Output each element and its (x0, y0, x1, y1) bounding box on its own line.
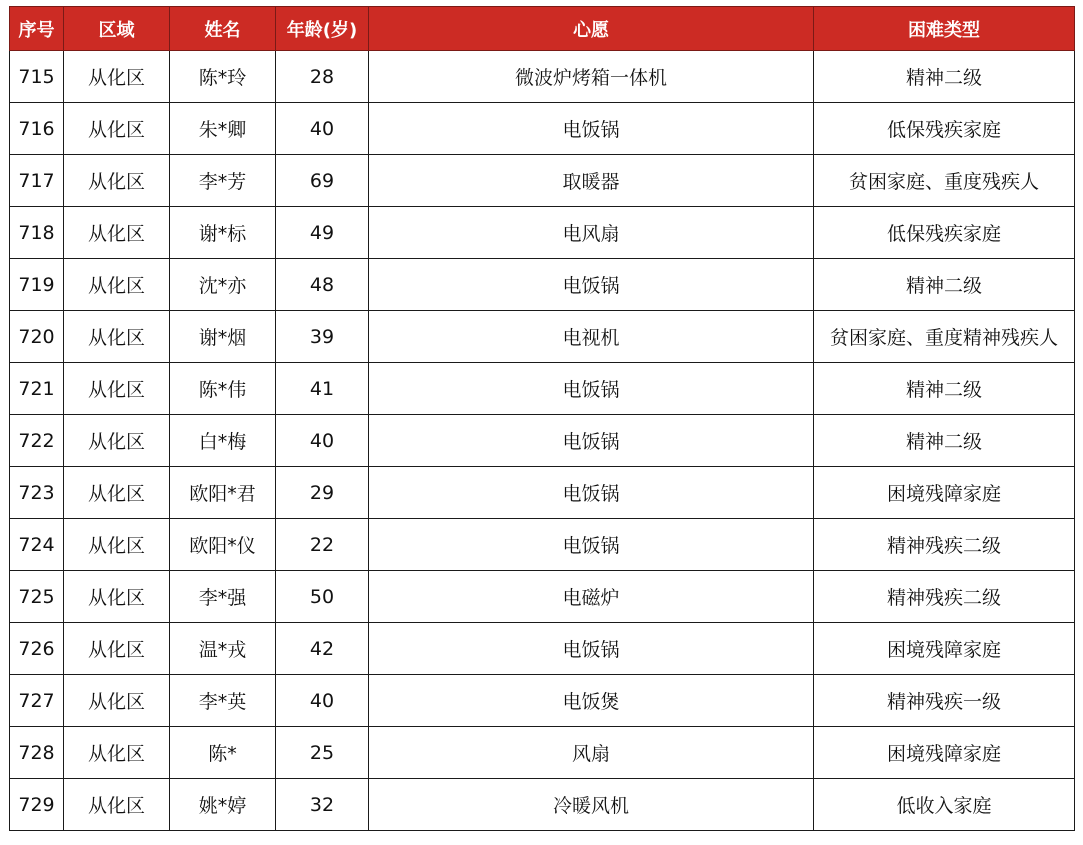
cell-seq: 729 (10, 779, 64, 831)
cell-name: 欧阳*君 (170, 467, 276, 519)
table-row (10, 727, 1075, 779)
cell-age: 49 (276, 207, 369, 259)
table-row (10, 415, 1075, 467)
cell-seq: 728 (10, 727, 64, 779)
cell-seq: 727 (10, 675, 64, 727)
cell-wish: 电饭锅 (369, 103, 814, 155)
table-row (10, 519, 1075, 571)
cell-age: 28 (276, 51, 369, 103)
cell-age: 40 (276, 415, 369, 467)
cell-region: 从化区 (64, 207, 170, 259)
cell-region: 从化区 (64, 415, 170, 467)
cell-age: 32 (276, 779, 369, 831)
wish-list-table (9, 6, 1075, 831)
cell-wish: 取暖器 (369, 155, 814, 207)
header-seq: 序号 (10, 7, 64, 51)
cell-difficulty-type: 精神残疾二级 (814, 571, 1075, 623)
table-row (10, 259, 1075, 311)
cell-seq: 720 (10, 311, 64, 363)
cell-region: 从化区 (64, 571, 170, 623)
cell-region: 从化区 (64, 727, 170, 779)
cell-seq: 725 (10, 571, 64, 623)
cell-name: 朱*卿 (170, 103, 276, 155)
cell-age: 41 (276, 363, 369, 415)
header-region: 区域 (64, 7, 170, 51)
cell-seq: 721 (10, 363, 64, 415)
table-row (10, 311, 1075, 363)
cell-name: 李*芳 (170, 155, 276, 207)
cell-difficulty-type: 精神二级 (814, 415, 1075, 467)
cell-region: 从化区 (64, 467, 170, 519)
cell-difficulty-type: 贫困家庭、重度残疾人 (814, 155, 1075, 207)
cell-difficulty-type: 贫困家庭、重度精神残疾人 (814, 311, 1075, 363)
table-row (10, 675, 1075, 727)
cell-seq: 718 (10, 207, 64, 259)
header-name: 姓名 (170, 7, 276, 51)
cell-name: 欧阳*仪 (170, 519, 276, 571)
cell-seq: 722 (10, 415, 64, 467)
cell-region: 从化区 (64, 779, 170, 831)
cell-difficulty-type: 低保残疾家庭 (814, 207, 1075, 259)
cell-difficulty-type: 精神二级 (814, 363, 1075, 415)
cell-region: 从化区 (64, 311, 170, 363)
cell-wish: 电饭煲 (369, 675, 814, 727)
cell-name: 姚*婷 (170, 779, 276, 831)
cell-name: 陈*伟 (170, 363, 276, 415)
cell-seq: 724 (10, 519, 64, 571)
cell-age: 29 (276, 467, 369, 519)
cell-difficulty-type: 精神二级 (814, 259, 1075, 311)
cell-age: 42 (276, 623, 369, 675)
cell-age: 50 (276, 571, 369, 623)
table-row (10, 779, 1075, 831)
cell-name: 陈*玲 (170, 51, 276, 103)
table-row (10, 363, 1075, 415)
table-row (10, 103, 1075, 155)
table-row (10, 51, 1075, 103)
cell-wish: 电视机 (369, 311, 814, 363)
cell-wish: 电风扇 (369, 207, 814, 259)
cell-name: 李*英 (170, 675, 276, 727)
cell-age: 48 (276, 259, 369, 311)
cell-age: 40 (276, 103, 369, 155)
cell-seq: 719 (10, 259, 64, 311)
cell-region: 从化区 (64, 51, 170, 103)
cell-wish: 电饭锅 (369, 415, 814, 467)
cell-seq: 723 (10, 467, 64, 519)
table-row (10, 467, 1075, 519)
cell-wish: 电饭锅 (369, 623, 814, 675)
cell-age: 40 (276, 675, 369, 727)
cell-difficulty-type: 低保残疾家庭 (814, 103, 1075, 155)
cell-wish: 电磁炉 (369, 571, 814, 623)
cell-age: 22 (276, 519, 369, 571)
cell-name: 谢*烟 (170, 311, 276, 363)
cell-difficulty-type: 精神残疾一级 (814, 675, 1075, 727)
cell-difficulty-type: 困境残障家庭 (814, 727, 1075, 779)
cell-name: 白*梅 (170, 415, 276, 467)
cell-wish: 电饭锅 (369, 363, 814, 415)
header-wish: 心愿 (369, 7, 814, 51)
cell-name: 沈*亦 (170, 259, 276, 311)
cell-seq: 726 (10, 623, 64, 675)
cell-region: 从化区 (64, 623, 170, 675)
cell-name: 温*戎 (170, 623, 276, 675)
cell-name: 谢*标 (170, 207, 276, 259)
cell-difficulty-type: 困境残障家庭 (814, 467, 1075, 519)
cell-seq: 715 (10, 51, 64, 103)
cell-age: 69 (276, 155, 369, 207)
table-row (10, 623, 1075, 675)
cell-difficulty-type: 精神残疾二级 (814, 519, 1075, 571)
cell-wish: 电饭锅 (369, 467, 814, 519)
wish-list-table-container (9, 6, 1075, 831)
cell-region: 从化区 (64, 519, 170, 571)
table-row (10, 207, 1075, 259)
cell-region: 从化区 (64, 103, 170, 155)
cell-difficulty-type: 低收入家庭 (814, 779, 1075, 831)
cell-seq: 716 (10, 103, 64, 155)
cell-region: 从化区 (64, 259, 170, 311)
header-age: 年龄(岁) (276, 7, 369, 51)
cell-difficulty-type: 困境残障家庭 (814, 623, 1075, 675)
cell-wish: 风扇 (369, 727, 814, 779)
cell-region: 从化区 (64, 363, 170, 415)
cell-wish: 微波炉烤箱一体机 (369, 51, 814, 103)
cell-age: 25 (276, 727, 369, 779)
cell-name: 陈* (170, 727, 276, 779)
cell-region: 从化区 (64, 155, 170, 207)
cell-region: 从化区 (64, 675, 170, 727)
table-row (10, 155, 1075, 207)
table-header-row (10, 7, 1075, 51)
cell-wish: 电饭锅 (369, 519, 814, 571)
table-body (10, 51, 1075, 831)
cell-difficulty-type: 精神二级 (814, 51, 1075, 103)
cell-wish: 电饭锅 (369, 259, 814, 311)
cell-seq: 717 (10, 155, 64, 207)
cell-wish: 冷暖风机 (369, 779, 814, 831)
cell-name: 李*强 (170, 571, 276, 623)
cell-age: 39 (276, 311, 369, 363)
table-row (10, 571, 1075, 623)
header-difficulty-type: 困难类型 (814, 7, 1075, 51)
